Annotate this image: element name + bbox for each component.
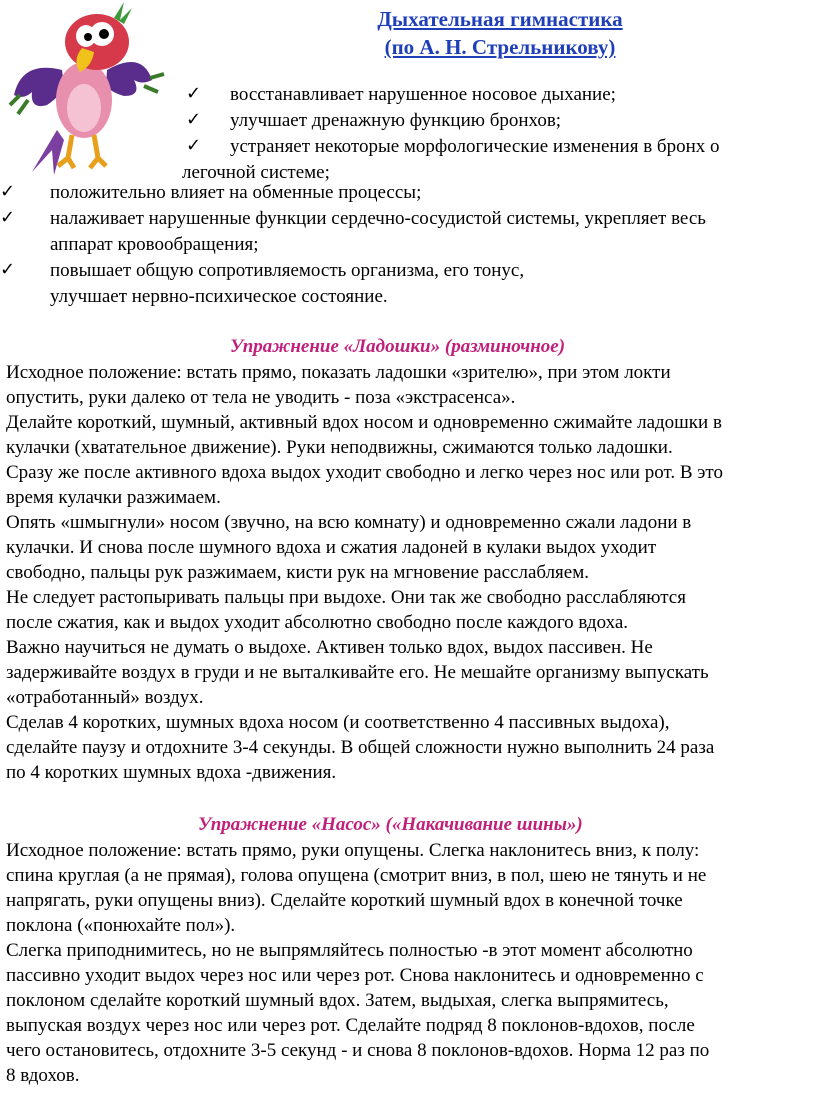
paragraph-line: Сделав 4 коротких, шумных вдоха носом (и соответственно 4 пассивных выдоха),: [6, 712, 670, 733]
benefit-item: улучшает дренажную функцию бронхов;: [230, 110, 562, 131]
paragraph-line: поклоном сделайте короткий шумный вдох. Затем, выдыхая, слегка выпрямитесь,: [6, 990, 669, 1011]
benefit-item: положительно влияет на обменные процессы;: [50, 182, 422, 203]
paragraph-line: задерживайте воздух в груди и не выталкивайте его. Не мешайте организму выпускать: [6, 662, 709, 683]
paragraph-line: Делайте короткий, шумный, активный вдох носом и одновременно сжимайте ладошки в: [6, 412, 722, 433]
paragraph-line: «отработанный» воздух.: [6, 687, 204, 708]
benefit-item: налаживает нарушенные функции сердечно-сосудистой системы, укрепляет весь: [50, 208, 706, 229]
paragraph-line: напрягать, руки опущены вниз). Сделайте короткий шумный вдох в конечной точке: [6, 890, 683, 911]
paragraph-line: по 4 коротких шумных вдоха -движения.: [6, 762, 337, 783]
paragraph-line: Сразу же после активного вдоха выдох уходит свободно и легко через нос или рот. В это: [6, 462, 723, 483]
paragraph-line: пассивно уходит выдох через нос или через рот. Снова наклонитесь и одновременно с: [6, 965, 704, 986]
benefit-item-continued: улучшает нервно-психическое состояние.: [50, 286, 388, 307]
exercise-heading: Упражнение «Насос» («Накачивание шины»): [198, 814, 583, 835]
paragraph-line: Опять «шмыгнули» носом (звучно, на всю комнату) и одновременно сжали ладони в: [6, 512, 692, 533]
paragraph-line: свободно, пальцы рук разжимаем, кисти рук на мгновение расслабляем.: [6, 562, 589, 583]
paragraph-line: чего остановитесь, отдохните 3-5 секунд - и снова 8 поклонов-вдохов. Норма 12 раз по: [6, 1040, 710, 1061]
paragraph-line: кулачки (хватательное движение). Руки неподвижны, сжимаются только ладошки.: [6, 437, 673, 458]
page-title: Дыхательная гимнастика: [377, 7, 623, 31]
benefit-item-continued: аппарат кровообращения;: [50, 234, 259, 255]
benefit-item-continued: легочной системе;: [182, 162, 330, 183]
benefit-item: устраняет некоторые морфологические изменения в бронх о: [230, 136, 720, 157]
page-subtitle: (по А. Н. Стрельникову): [384, 35, 616, 59]
paragraph-line: Слегка приподнимитесь, но не выпрямляйтесь полностью -в этот момент абсолютно: [6, 940, 693, 961]
paragraph-line: поклона («понюхайте пол»).: [6, 915, 236, 936]
paragraph-line: Важно научиться не думать о выдохе. Активен только вдох, выдох пассивен. Не: [6, 637, 653, 658]
paragraph-line: опустить, руки далеко от тела не уводить - поза «экстрасенса».: [6, 387, 516, 408]
check-icon: ✓: [186, 83, 202, 104]
paragraph-line: Исходное положение: встать прямо, показать ладошки «зрителю», при этом локти: [6, 362, 671, 383]
paragraph-line: Не следует растопыривать пальцы при выдохе. Они так же свободно расслабляются: [6, 587, 686, 608]
benefit-item: повышает общую сопротивляемость организма, его тонус,: [50, 260, 525, 281]
check-icon: ✓: [186, 135, 202, 156]
paragraph-line: Исходное положение: встать прямо, руки опущены. Слегка наклонитесь вниз, к полу:: [6, 840, 700, 861]
paragraph-line: выпуская воздух через нос или через рот. Сделайте подряд 8 поклонов-вдохов, после: [6, 1015, 695, 1036]
benefit-item: восстанавливает нарушенное носовое дыхание;: [230, 84, 616, 105]
paragraph-line: 8 вдохов.: [6, 1065, 80, 1086]
check-icon: ✓: [186, 109, 202, 130]
exercise-heading: Упражнение «Ладошки» (разминочное): [230, 336, 566, 357]
check-icon: ✓: [0, 259, 16, 280]
check-icon: ✓: [0, 181, 16, 202]
parrot-illustration: [2, 0, 177, 175]
paragraph-line: кулачки. И снова после шумного вдоха и сжатия ладоней в кулаки выдох уходит: [6, 537, 657, 558]
paragraph-line: спина круглая (а не прямая), голова опущена (смотрит вниз, в пол, шею не тянуть и не: [6, 865, 707, 886]
paragraph-line: время кулачки разжимаем.: [6, 487, 221, 508]
check-icon: ✓: [0, 207, 16, 228]
paragraph-line: после сжатия, как и выдох уходит абсолютно свободно после каждого вдоха.: [6, 612, 629, 633]
paragraph-line: сделайте паузу и отдохните 3-4 секунды. В общей сложности нужно выполнить 24 раза: [6, 737, 715, 758]
